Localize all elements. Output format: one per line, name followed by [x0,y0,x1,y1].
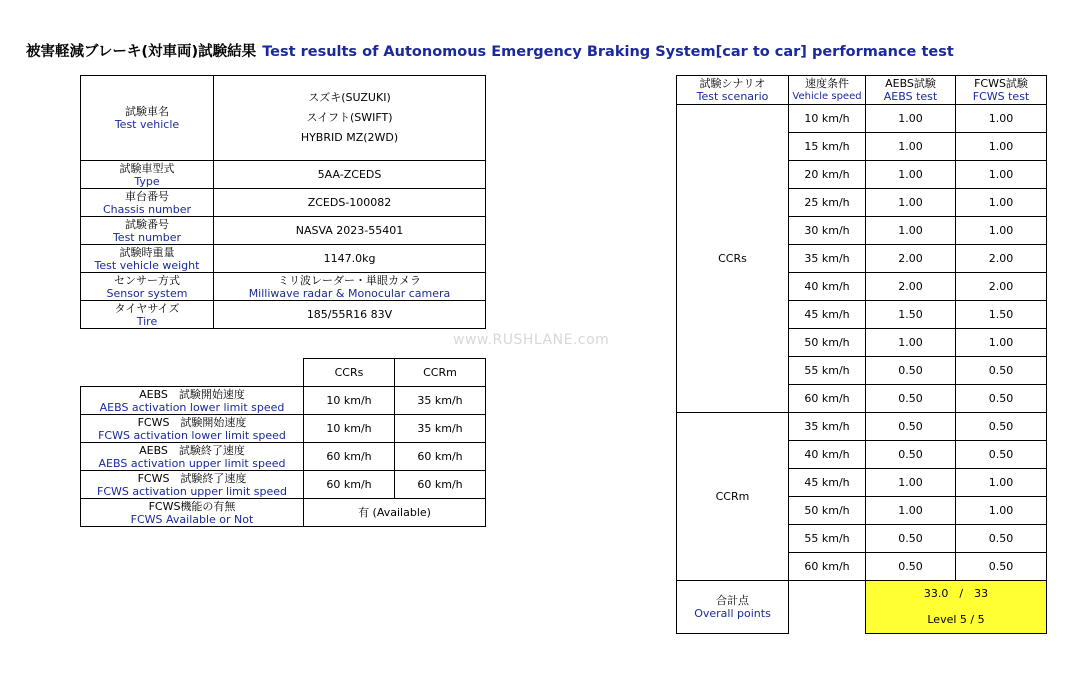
table-row [81,471,486,499]
row-label: FCWS 試験終了速度 FCWS activation upper limit speed [81,471,304,499]
speed-cell: 40 km/h [789,273,866,301]
table-row [81,189,486,217]
aebs-cell: 0.50 [866,441,956,469]
page-title [26,40,954,61]
aebs-cell: 2.00 [866,245,956,273]
ccrs-value: 60 km/h [304,443,395,471]
aebs-cell: 0.50 [866,525,956,553]
speed-cell: 60 km/h [789,385,866,413]
blank-cell [81,359,304,387]
vehicle-info-table [80,75,486,329]
aebs-cell: 1.00 [866,189,956,217]
table-row [81,415,486,443]
speed-cell: 45 km/h [789,301,866,329]
aebs-cell: 1.00 [866,329,956,357]
speed-cell: 50 km/h [789,497,866,525]
fcws-cell: 1.00 [956,497,1047,525]
aebs-cell: 1.50 [866,301,956,329]
speed-cell: 35 km/h [789,413,866,441]
fcws-cell: 0.50 [956,441,1047,469]
speed-cell: 50 km/h [789,329,866,357]
row-label: FCWS 試験開始速度 FCWS activation lower limit speed [81,415,304,443]
weight-label: 試験時重量 Test vehicle weight [81,245,214,273]
fcws-cell: 1.00 [956,161,1047,189]
speed-cell: 35 km/h [789,245,866,273]
fcws-cell: 1.00 [956,217,1047,245]
fcws-cell: 1.00 [956,469,1047,497]
speed-cell: 55 km/h [789,357,866,385]
aebs-cell: 1.00 [866,217,956,245]
ccrm-value: 35 km/h [395,415,486,443]
total-score-cell [866,581,1047,634]
ccrm-value: 35 km/h [395,387,486,415]
test-vehicle-label: 試験車名 Test vehicle [81,76,214,161]
speed-limit-table [80,358,486,527]
table-row [81,161,486,189]
speed-cell: 15 km/h [789,133,866,161]
aebs-cell: 1.00 [866,497,956,525]
aebs-cell: 0.50 [866,413,956,441]
test-number-label: 試験番号 Test number [81,217,214,245]
aebs-cell: 0.50 [866,357,956,385]
hdr-speed: 速度条件 Vehicle speed [789,76,866,105]
speed-cell: 60 km/h [789,553,866,581]
fcws-cell: 1.00 [956,105,1047,133]
fcws-cell: 0.50 [956,385,1047,413]
table-row [677,413,1047,441]
weight-value: 1147.0kg [214,245,486,273]
ccrs-value: 10 km/h [304,415,395,443]
chassis-label: 車台番号 Chassis number [81,189,214,217]
aebs-cell: 2.00 [866,273,956,301]
scenario-group-label: CCRm [677,413,789,581]
aebs-cell: 0.50 [866,553,956,581]
ccrm-value: 60 km/h [395,443,486,471]
speed-cell: 30 km/h [789,217,866,245]
watermark: www.RUSHLANE.com [453,332,610,348]
total-label: 合計点 Overall points [677,581,789,634]
type-value: 5AA-ZCEDS [214,161,486,189]
fcws-cell: 2.00 [956,273,1047,301]
hdr-scenario: 試験シナリオ Test scenario [677,76,789,105]
ccrm-value: 60 km/h [395,471,486,499]
total-level: Level 5 / 5 [927,613,985,626]
title-en: Test results of Autonomous Emergency Braking System[car to car] performance test [262,44,954,60]
table-row [81,76,486,161]
test-number-value: NASVA 2023-55401 [214,217,486,245]
fcws-cell: 0.50 [956,413,1047,441]
row-label: AEBS 試験終了速度 AEBS activation upper limit speed [81,443,304,471]
fcws-cell: 0.50 [956,357,1047,385]
table-row [81,245,486,273]
table-row [81,387,486,415]
fcws-cell: 1.00 [956,133,1047,161]
row-label: AEBS 試験開始速度 AEBS activation lower limit speed [81,387,304,415]
fcws-cell: 1.00 [956,329,1047,357]
speed-cell: 55 km/h [789,525,866,553]
fcws-cell: 2.00 [956,245,1047,273]
aebs-cell: 1.00 [866,161,956,189]
speed-cell: 20 km/h [789,161,866,189]
table-row [81,273,486,301]
table-row [677,76,1047,105]
table-row [81,499,486,527]
fcws-value: 有 (Available) [304,499,486,527]
scenario-group-label: CCRs [677,105,789,413]
chassis-value: ZCEDS-100082 [214,189,486,217]
type-label: 試験車型式 Type [81,161,214,189]
fcws-cell: 1.50 [956,301,1047,329]
title-jp: 被害軽減ブレーキ(対車両)試験結果 [26,44,257,60]
total-row [677,581,1047,634]
tire-value: 185/55R16 83V [214,301,486,329]
fcws-cell: 1.00 [956,189,1047,217]
total-blank-cell [789,581,866,634]
hdr-aebs: AEBS試験 AEBS test [866,76,956,105]
tire-label: タイヤサイズ Tire [81,301,214,329]
aebs-cell: 0.50 [866,385,956,413]
speed-cell: 10 km/h [789,105,866,133]
sensor-value: ミリ波レーダー・単眼カメラ Milliwave radar & Monocular camera [214,273,486,301]
results-table [676,75,1047,634]
aebs-cell: 1.00 [866,133,956,161]
col-header-ccrm: CCRm [395,359,486,387]
table-row [81,301,486,329]
speed-cell: 45 km/h [789,469,866,497]
table-row [81,359,486,387]
ccrs-value: 60 km/h [304,471,395,499]
aebs-cell: 1.00 [866,105,956,133]
total-score: 33.0 / 33 [923,587,989,600]
speed-cell: 25 km/h [789,189,866,217]
aebs-cell: 1.00 [866,469,956,497]
table-row [81,217,486,245]
sensor-label: センサー方式 Sensor system [81,273,214,301]
fcws-cell: 0.50 [956,525,1047,553]
speed-cell: 40 km/h [789,441,866,469]
fcws-label: FCWS機能の有無 FCWS Available or Not [81,499,304,527]
table-row [677,105,1047,133]
ccrs-value: 10 km/h [304,387,395,415]
col-header-ccrs: CCRs [304,359,395,387]
test-vehicle-value: スズキ(SUZUKI) スイフト(SWIFT) HYBRID MZ(2WD) [214,76,486,161]
fcws-cell: 0.50 [956,553,1047,581]
table-row [81,443,486,471]
hdr-fcws: FCWS試験 FCWS test [956,76,1047,105]
